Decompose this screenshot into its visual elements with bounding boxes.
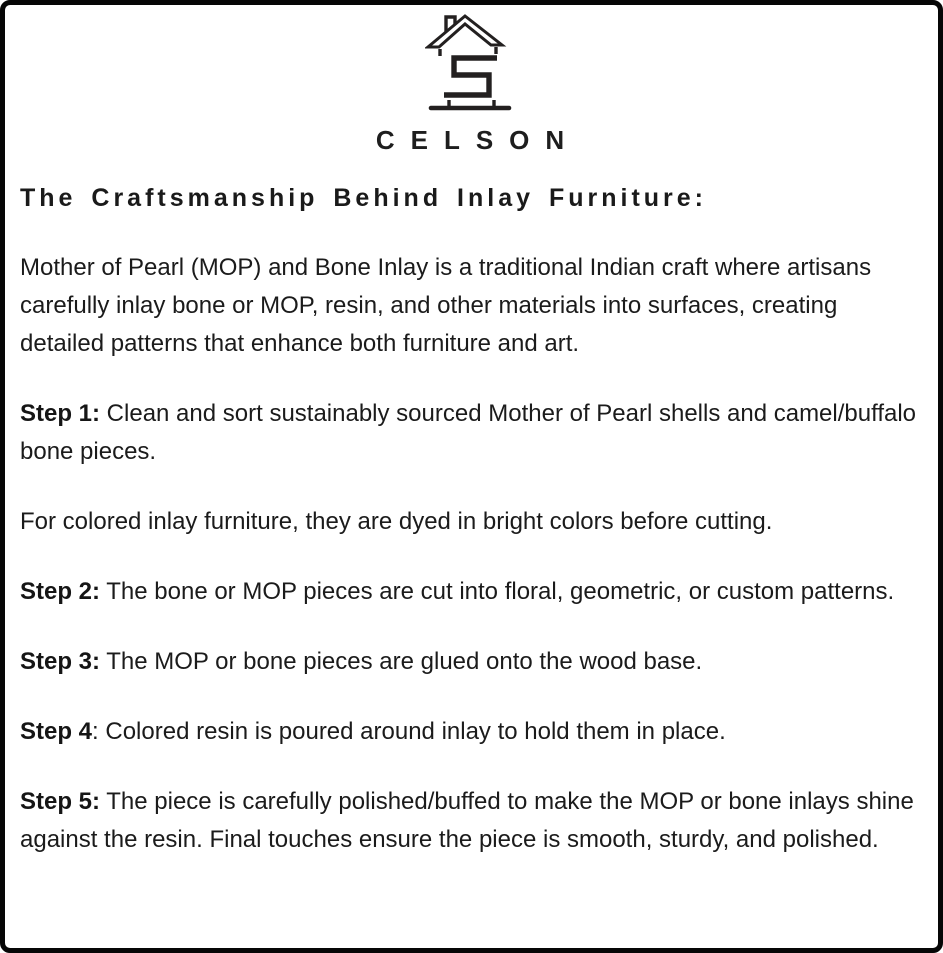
step-5-paragraph	[20, 783, 920, 859]
step-1-paragraph	[20, 395, 920, 471]
house-with-s-monogram-icon	[425, 11, 515, 115]
page-title: The Craftsmanship Behind Inlay Furniture:	[20, 184, 707, 212]
body-copy	[20, 249, 920, 859]
intro-paragraph	[20, 249, 920, 363]
step-3-paragraph	[20, 643, 920, 681]
step-4-label: Step 4	[20, 718, 93, 745]
paragraph-text: Mother of Pearl (MOP) and Bone Inlay is a traditional Indian craft where artisans carefully inlay bone or MOP, resin, and other materials into surfaces, creating detailed patterns that enhance both furniture and art.	[20, 254, 872, 357]
step-1-label: Step 1:	[20, 400, 101, 427]
colored-inlay-note	[20, 503, 920, 541]
step-3-text: The MOP or bone pieces are glued onto the wood base.	[100, 648, 703, 675]
step-2-text: The bone or MOP pieces are cut into floral, geometric, or custom patterns.	[100, 578, 895, 605]
step-3-label: Step 3:	[20, 648, 101, 675]
step-5-text: The piece is carefully polished/buffed to make the MOP or bone inlays shine against the resin. Final touches ensure the piece is smooth, sturdy, and polished.	[20, 788, 914, 853]
step-2-label: Step 2:	[20, 578, 101, 605]
paragraph-text: For colored inlay furniture, they are dyed in bright colors before cutting.	[20, 508, 773, 535]
brand-logo	[20, 11, 920, 120]
step-5-label: Step 5:	[20, 788, 101, 815]
brand-name: CELSON	[375, 125, 581, 155]
step-4-text: : Colored resin is poured around inlay to hold them in place.	[92, 718, 726, 745]
step-4-paragraph	[20, 713, 920, 751]
step-1-text: Clean and sort sustainably sourced Mother of Pearl shells and camel/buffalo bone pieces.	[20, 400, 917, 465]
step-2-paragraph	[20, 573, 920, 611]
